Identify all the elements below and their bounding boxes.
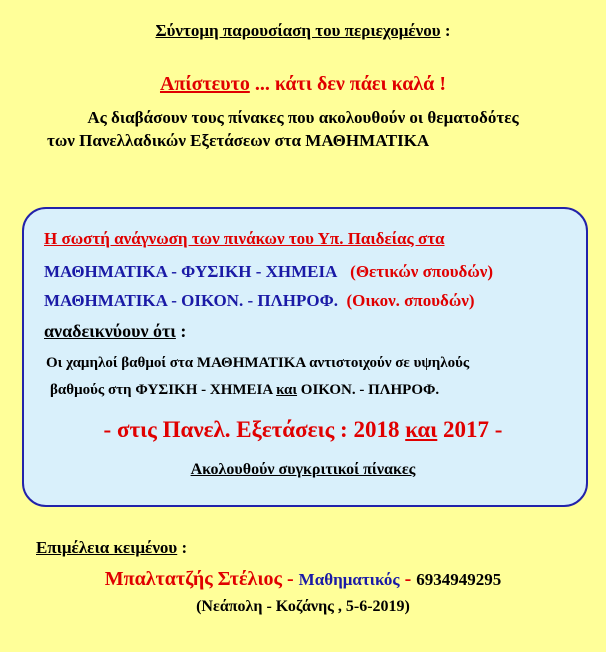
exams-b: 2017 -: [437, 417, 503, 442]
page-title-suffix: :: [440, 21, 451, 40]
panel-title: Η σωστή ανάγνωση των πινάκων του Υπ. Παιδείας στα: [44, 229, 445, 248]
alarm-word: Απίστευτο: [159, 73, 250, 95]
author-sep-2: -: [399, 568, 417, 590]
page-title-text: Σύντομη παρουσίαση του περιεχομένου: [155, 21, 441, 40]
low-line-2-and: και: [276, 382, 298, 398]
alarm-rest: ... κάτι δεν πάει καλά !: [249, 73, 446, 95]
author-role: Μαθηματικός: [298, 570, 400, 589]
panel-low-line-2: [50, 382, 439, 399]
exams-and: και: [405, 417, 438, 442]
page-title: [0, 21, 606, 41]
editor-label: [36, 538, 187, 558]
sciences-subjects: ΜΑΘΗΜΑΤΙΚΑ - ΦΥΣΙΚΗ - ΧΗΜΕΙΑ: [44, 262, 338, 281]
author-sep-1: -: [281, 568, 299, 590]
economics-subjects: ΜΑΘΗΜΑΤΙΚΑ - ΟΙΚΟΝ. - ΠΛΗΡΟΦ.: [44, 291, 338, 310]
author-line: [0, 568, 606, 591]
panel-low-line-1: Οι χαμηλοί βαθμοί στα ΜΑΘΗΜΑΤΙΚΑ αντιστοιχούν σε υψηλούς: [46, 355, 470, 371]
intro-line-2: των Πανελλαδικών Εξετάσεων στα ΜΑΘΗΜΑΤΙΚΑ: [47, 131, 430, 150]
show-suffix: :: [175, 321, 187, 341]
panel-show-line: [44, 321, 186, 342]
panel-exams-line: [0, 417, 606, 443]
panel-line-economics: [44, 291, 475, 311]
show-word: αναδεικνύουν ότι: [44, 321, 176, 341]
intro-line-1: Ας διαβάσουν τους πίνακες που ακολουθούν οι θεματοδότες: [87, 108, 519, 127]
editor-label-text: Επιμέλεια κειμένου: [36, 538, 178, 557]
low-line-2-b: ΟΙΚΟΝ. - ΠΛΗΡΟΦ.: [297, 382, 440, 398]
author-name: Μπαλτατζής Στέλιος: [104, 568, 282, 590]
panel-follow-line: Ακολουθούν συγκριτικοί πίνακες: [190, 461, 416, 478]
author-phone: 6934949295: [416, 570, 502, 589]
low-line-2-a: βαθμούς στη ΦΥΣΙΚΗ - ΧΗΜΕΙΑ: [50, 382, 277, 398]
alarm-heading: [0, 73, 606, 96]
exams-a: - στις Πανελ. Εξετάσεις : 2018: [103, 417, 406, 442]
sciences-field: (Θετικών σπουδών): [350, 262, 494, 281]
panel-line-sciences: [44, 262, 493, 282]
location-date: (Νεάπολη - Κοζάνης , 5-6-2019): [196, 598, 410, 615]
editor-label-suffix: :: [177, 538, 188, 557]
economics-field: (Οικον. σπουδών): [346, 291, 475, 310]
